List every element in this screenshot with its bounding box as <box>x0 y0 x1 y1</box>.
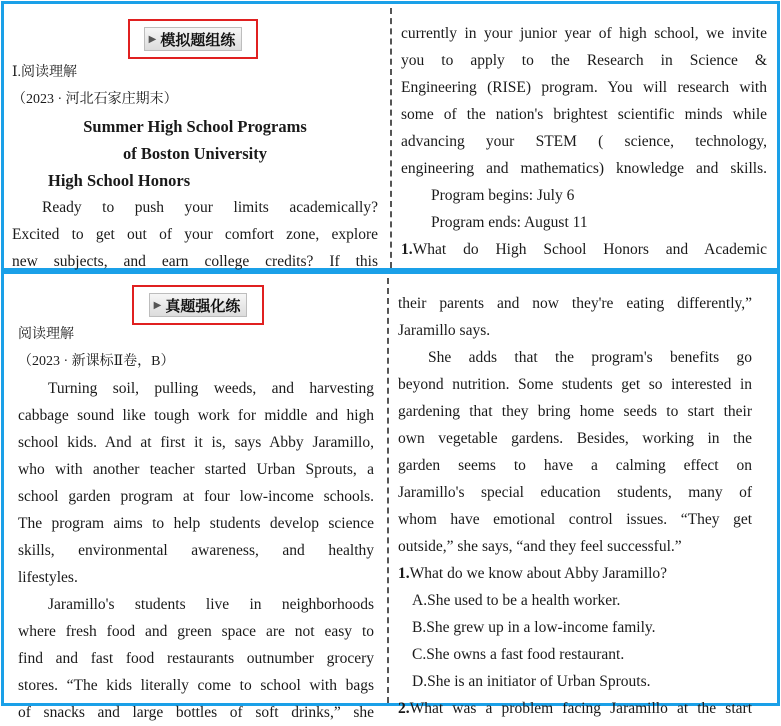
text-line: Engineering (RISE) program. You will research with <box>401 79 767 96</box>
text-line: school garden program at four low-income schools. <box>18 488 374 505</box>
bottom-left-column <box>18 321 374 726</box>
program-begins: Program begins: July 6 <box>431 187 575 204</box>
text-line: find and fast food restaurants outnumber grocery <box>18 650 374 667</box>
text-line: garden seems to have a calming effect on <box>398 457 752 474</box>
question-text: What was a problem facing Jaramillo at the start <box>409 700 752 717</box>
question-number: 1. <box>401 241 413 258</box>
top-left-passage <box>12 194 378 275</box>
answer-option[interactable]: C.She owns a fast food restaurant. <box>412 646 625 663</box>
practice-panel-mock <box>1 1 780 271</box>
triangle-right-icon: ▶ <box>148 33 157 45</box>
passage-title-line1: Summer High School Programs <box>83 117 307 136</box>
column-divider <box>390 8 392 268</box>
bottom-right-column <box>398 290 752 722</box>
text-line: own vegetable gardens. Besides, working in the <box>398 430 752 447</box>
passage-title-line2: of Boston University <box>123 144 267 163</box>
text-line: Turning soil, pulling weeds, and harvesting <box>48 380 374 397</box>
triangle-right-icon: ▶ <box>153 299 162 311</box>
text-line: outside,” she says, “and they feel successful.” <box>398 538 682 555</box>
section-label: 阅读理解 <box>18 327 74 342</box>
text-line: new subjects, and earn college credits? If this <box>12 253 378 270</box>
text-line: The program aims to help students develop science <box>18 515 374 532</box>
passage-subtitle: High School Honors <box>48 171 191 190</box>
text-line: She adds that the program's benefits go <box>428 349 752 366</box>
mock-practice-tag <box>128 19 258 59</box>
mock-practice-tag-label: 模拟题组练 <box>160 30 236 49</box>
text-line: you to apply to the Research in Science & <box>401 52 767 69</box>
bottom-right-passage <box>398 290 752 560</box>
column-divider <box>387 278 389 703</box>
text-line: some of the nation's brightest scientific minds while <box>401 106 767 123</box>
text-line: currently in your junior year of high school, we invite <box>401 25 767 42</box>
text-line: school kids. And at first it is, says Abby Jaramillo, <box>18 434 374 451</box>
bottom-left-passage <box>18 375 374 726</box>
text-line: of snacks and large bottles of soft drinks,” she <box>18 704 374 721</box>
text-line: Excited to get out of your comfort zone, explore <box>12 226 378 243</box>
text-line: who with another teacher started Urban Sprouts, a <box>18 461 374 478</box>
top-right-column <box>401 20 767 263</box>
program-ends: Program ends: August 11 <box>431 214 588 231</box>
text-line: Jaramillo's special education students, many of <box>398 484 752 501</box>
text-line: beyond nutrition. Some students get so interested in <box>398 376 752 393</box>
question-number: 2. <box>398 700 410 717</box>
text-line: stores. “The kids literally come to school with bags <box>18 677 374 694</box>
text-line: Jaramillo says. <box>398 322 491 339</box>
question-1 <box>401 236 767 263</box>
text-line: lifestyles. <box>18 569 78 586</box>
top-left-column <box>12 59 378 275</box>
answer-option[interactable]: A.She used to be a health worker. <box>412 592 621 609</box>
question-text: What do we know about Abby Jaramillo? <box>409 565 668 582</box>
practice-panel-real <box>1 271 780 721</box>
source-label: （2023 · 新课标Ⅱ卷，B） <box>18 354 175 369</box>
question-1-options <box>398 587 752 695</box>
text-line: skills, environmental awareness, and healthy <box>18 542 374 559</box>
text-line: cabbage sound like tough work for middle and high <box>18 407 374 424</box>
question-1 <box>398 560 752 587</box>
text-line: where fresh food and green space are not easy to <box>18 623 374 640</box>
text-line: gardening that they bring home seeds to start their <box>398 403 752 420</box>
top-right-passage <box>401 20 767 182</box>
text-line: Ready to push your limits academically? <box>42 199 378 216</box>
question-text: What do High School Honors and Academic <box>412 241 767 258</box>
real-exam-tag <box>132 285 264 325</box>
source-label: （2023 · 河北石家庄期末） <box>12 92 178 107</box>
text-line: whom have emotional control issues. “They get <box>398 511 752 528</box>
answer-option[interactable]: B.She grew up in a low-income family. <box>412 619 656 636</box>
text-line: engineering and mathematics) knowledge and skills. <box>401 160 767 177</box>
text-line: advancing your STEM ( science, technology, <box>401 133 767 150</box>
text-line: Jaramillo's students live in neighborhoods <box>48 596 374 613</box>
section-label: Ⅰ.阅读理解 <box>12 65 78 80</box>
answer-option[interactable]: D.She is an initiator of Urban Sprouts. <box>412 673 651 690</box>
question-number: 1. <box>398 565 410 582</box>
text-line: their parents and now they're eating differently,” <box>398 295 752 312</box>
real-exam-tag-label: 真题强化练 <box>165 296 241 315</box>
question-2 <box>398 695 752 722</box>
